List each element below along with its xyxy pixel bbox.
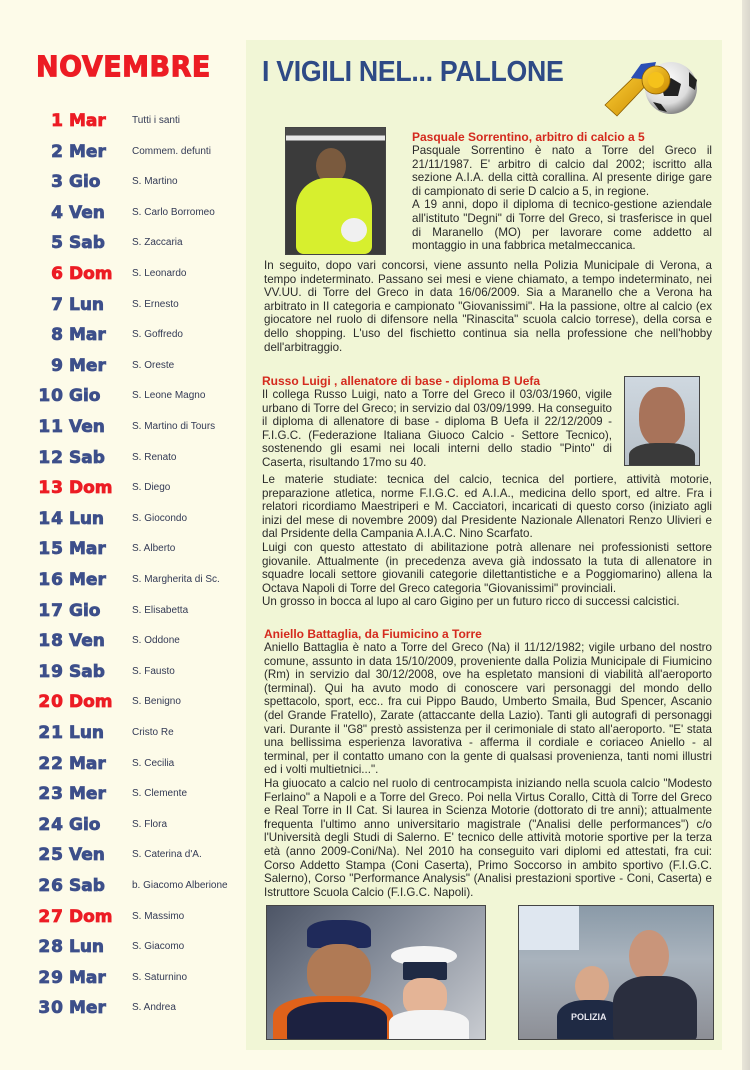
saint-name: b. Giacomo Alberione [132,880,228,891]
article-2-heading: Russo Luigi , allenatore di base - diploma B Uefa [262,374,541,388]
article-1-paragraph: A 19 anni, dopo il diploma di tecnico-gestione aziendale all'istituto "Degni" di Torre del Greco, si trasferisce in quel di Maranello (MO) per lavorare come addetto al montaggio in una fabbrica metalmeccanica. [412,198,712,253]
day-number: 2 [51,141,64,162]
day-number: 21 [38,723,64,743]
calendar-day-row [0,415,245,445]
article-2-paragraph: Luigi con questo attestato di abilitazione potrà allenare nei professionisti settore giovanile. Attualmente (in precedenza aveva già indossato la tuta di allenatore in squadre locali settore giovanili categorie dilettantistiche e a Poggiomarino) allena la Octava Napoli di Torre del Greco categoria "Giovanissimi" provinciali. [262,540,712,595]
saint-name: S. Massimo [132,910,185,922]
calendar-day-row [0,629,245,659]
day-of-week: Mer [69,998,106,1019]
article-1-heading: Pasquale Sorrentino, arbitro di calcio a 5 [412,130,645,144]
day-number: 13 [38,478,64,499]
day-number: 7 [51,294,64,315]
day-of-week: Mar [69,111,106,131]
saint-name: S. Caterina d'A. [132,849,202,861]
photo-with-celebrity-1 [266,905,486,1040]
day-number: 28 [38,937,64,958]
calendar-day-row [0,782,245,812]
day-number: 23 [38,784,64,805]
calendar-day-row [0,721,245,751]
day-of-week: Dom [69,692,113,713]
day-of-week: Mar [69,967,106,988]
day-number: 30 [38,998,64,1019]
saint-name: S. Leonardo [132,268,187,279]
saint-name: S. Giacomo [132,941,185,953]
saint-name: S. Martino [132,176,178,188]
saint-name: S. Carlo Borromeo [132,206,215,218]
saint-name: Tutti i santi [132,115,180,126]
day-of-week: Gio [69,600,101,621]
calendar-day-row [0,690,245,720]
calendar-day-row [0,660,245,690]
saint-name: S. Saturnino [132,971,188,983]
article-1 [412,130,712,253]
article-2-continued [262,473,712,609]
saint-name: S. Elisabetta [132,604,189,616]
calendar-day-row [0,599,245,629]
saint-name: S. Zaccaria [132,237,183,249]
article-2-paragraph: Il collega Russo Luigi, nato a Torre del Greco il 03/03/1960, vigile urbano di Torre del Greco; in servizio dal 03/09/1999. Ha conseguito il diploma di allenatore di base - diploma B Uefa il 22/12/2009 - F.I.G.C. (Federazione Italiana Giuoco Calcio - Settore Tecnico), sostenendo gli esami nei locali interni dello stadio "Pinto" di Caserta, risultando 17mo su 40. [262,388,612,469]
calendar-day-row [0,446,245,476]
day-of-week: Mar [69,753,106,774]
day-of-week: Mar [69,325,106,346]
day-number: 10 [38,386,64,407]
day-number: 18 [38,631,64,652]
calendar-day-row [0,384,245,414]
day-number: 20 [38,692,64,713]
article-3 [264,627,712,899]
day-of-week: Mer [69,355,106,376]
calendar-day-row [0,874,245,904]
day-number: 22 [38,753,64,774]
day-number: 25 [38,845,64,866]
day-number: 11 [38,417,64,437]
day-number: 29 [38,967,64,988]
article-1-paragraph: In seguito, dopo vari concorsi, viene assunto nella Polizia Municipale di Verona, a tempo indeterminato. Passano sei mesi e viene chiamato, a tempo indeterminato, nei VV.UU. di Torre del Greco in data 16/06/2009. Sia a Maranello che a Verona ha arbitrato in II categoria e campionato "Giovanissimi". Ha la passione, oltre al calcio (ex giocatore nel ruolo di difensore nella "Rinascita" scuola calcio torrese), della corsa e dello shopping. L'uso del fischietto continua sia nella professione che nell'hobby dell'arbitraggio. [264,259,712,354]
day-of-week: Sab [69,447,105,468]
day-number: 19 [38,661,64,682]
day-of-week: Mer [69,784,106,805]
page-title: I VIGILI NEL... PALLONE [262,56,564,88]
calendar-day-row [0,323,245,353]
saint-name: S. Martino di Tours [132,421,216,432]
day-number: 3 [51,172,64,193]
saint-name: Cristo Re [132,727,174,738]
calendar-day-row [0,537,245,567]
calendar-day-row [0,905,245,935]
saint-name: S. Cecilia [132,757,175,769]
day-of-week: Lun [69,723,105,743]
day-number: 17 [38,600,64,621]
saint-name: S. Oddone [132,635,180,647]
calendar-day-row [0,568,245,598]
saint-name: S. Ernesto [132,298,179,310]
calendar-day-row [0,996,245,1026]
month-title: NOVEMBRE [36,51,211,84]
day-number: 12 [38,447,64,468]
article-2-paragraph: Le materie studiate: tecnica del calcio, tecnica del portiere, attività motorie, preparazione atletica, norme F.I.G.C. ed A.I.A., medicina dello sport, ed altre. Fra i relatori ricordiamo Maestriperi e M. Cacciatori, incaricati di questo corso (iniziato agli inizi del mese di novembre 2009) dal Presidente Nazionale Allenatori Renzo Ulivieri e dal Prsidente della Campania A.I.A.C. Nino Scarfato. [262,473,712,541]
day-of-week: Ven [69,417,105,437]
day-of-week: Dom [69,906,113,927]
saint-name: S. Diego [132,482,171,494]
day-number: 9 [51,355,64,376]
calendar-day-row [0,752,245,782]
day-number: 27 [38,906,64,927]
day-of-week: Gio [69,172,101,193]
day-of-week: Dom [69,478,113,499]
day-number: 4 [51,202,64,223]
article-1-paragraph: Pasquale Sorrentino è nato a Torre del Greco il 21/11/1987. E' arbitro di calcio dal 2002; iscritto alla sezione A.I.A. della città corallina. Al presente dirige gare di campionato di serie D calcio a 5, in regione. [412,144,712,198]
whistle-football-icon [601,50,701,125]
saint-name: S. Goffredo [132,329,183,341]
page-edge [742,0,750,1070]
saint-name: S. Andrea [132,1002,176,1014]
day-of-week: Ven [69,202,105,223]
day-number: 1 [51,111,64,131]
calendar-day-row [0,293,245,323]
day-number: 5 [51,233,64,254]
article-3-heading: Aniello Battaglia, da Fiumicino a Torre [264,627,482,641]
calendar-day-row [0,109,245,139]
coach-photo [624,376,700,466]
calendar-day-row [0,231,245,261]
calendar-column [0,0,245,1070]
day-of-week: Gio [69,386,101,407]
saint-name: S. Margherita di Sc. [132,574,220,585]
article-3-paragraph: Aniello Battaglia è nato a Torre del Greco (Na) il 11/12/1982; vigile urbano del nostro comune, assunto in data 15/10/2009, proveniente dalla Polizia Municipale di Fiumicino (Rm) in servizio dal 30/12/2008, ove ha espletato mansioni di viabilità all'aeroporto (terminal). Qui ha avuto modo di conoscere vari personaggi del mondo dello spettacolo, sport, ecc.. fra cui Pippo Baudo, Umberto Smaila, Bud Spencer, Ascanio (del Grande Fratello), Zarate (attaccante della Lazio). Tanti gli autografi di personaggi vari. Durante il "G8" prestò assistenza per il cerimoniale di stato all'aeroporto. "E' stata una bellissima esperienza lavorativa - afferma il cordiale e coriaceo Aniello - al terminal, per il contatto umano con la gente di qualsasi provenienza, tanti nomi illustri ed i volti multietnici...". [264,641,712,777]
article-2-paragraph: Un grosso in bocca al lupo al caro Gigino per un futuro ricco di successi calcistici. [262,595,680,609]
referee-photo [285,127,386,255]
day-of-week: Sab [69,233,105,254]
photo-with-celebrity-2 [518,905,714,1040]
day-of-week: Dom [69,264,113,284]
day-of-week: Mer [69,570,106,590]
day-number: 16 [38,570,64,590]
day-of-week: Ven [69,631,105,652]
saint-name: S. Clemente [132,788,188,800]
calendar-day-row [0,170,245,200]
calendar-day-row [0,935,245,965]
calendar-day-row [0,813,245,843]
calendar-day-row [0,843,245,873]
polizia-badge: POLIZIA [571,1012,607,1022]
saint-name: S. Leone Magno [132,390,206,402]
day-number: 26 [38,876,64,896]
saint-name: S. Giocondo [132,512,188,524]
day-of-week: Sab [69,876,105,896]
calendar-day-row [0,140,245,170]
day-number: 6 [51,264,64,284]
day-number: 15 [38,539,64,560]
day-of-week: Lun [69,937,105,958]
day-number: 8 [51,325,64,346]
day-of-week: Sab [69,661,105,682]
calendar-day-row [0,507,245,537]
calendar-day-row [0,262,245,292]
calendar-day-row [0,966,245,996]
article-panel [246,40,722,1050]
day-of-week: Lun [69,294,105,315]
saint-name: Commem. defunti [132,145,211,157]
saint-name: S. Renato [132,451,177,463]
calendar-day-row [0,476,245,506]
saint-name: S. Fausto [132,665,175,677]
calendar-day-row [0,201,245,231]
day-number: 14 [38,508,64,529]
article-1-continued [264,259,712,354]
article-3-paragraph: Ha giuocato a calcio nel ruolo di centrocampista iniziando nella scuola calcio "Modesto Ferlaino" a Napoli e a Torre del Greco. Poi nella Virtus Corallo, Città di Torre del Greco e Real Torre in II Cat. Si laurea in Scienza Motorie (dottorato di tre anni); attualmente frequenta l'ultimo anno universitario magistrale ("Analisi delle performances") c/o l'Università degli Studi di Salerno. E' tecnico delle attività motorie sportive per la terza età (anno 2009-Coni/Na). Nel 2010 ha conseguito vari diplomi ed attestati, fra cui: Corso Addetto Stampa (Coni Caserta), Primo Soccorso in ambito sportivo (F.I.G.C. Salerno), Corso "Performance Analysis" (Analisi prestazioni sportive - Coni, Caserta) e Istruttore Scuola Calcio (F.I.G.C. Napoli). [264,776,712,899]
day-of-week: Gio [69,814,101,835]
day-of-week: Mer [69,141,106,162]
calendar-day-row [0,354,245,384]
day-number: 24 [38,814,64,835]
day-of-week: Ven [69,845,105,866]
saint-name: S. Alberto [132,543,176,555]
article-2 [262,374,612,470]
saint-name: S. Flora [132,818,168,830]
day-of-week: Lun [69,508,105,529]
saint-name: S. Benigno [132,696,181,708]
saint-name: S. Oreste [132,359,175,371]
day-of-week: Mar [69,539,106,560]
